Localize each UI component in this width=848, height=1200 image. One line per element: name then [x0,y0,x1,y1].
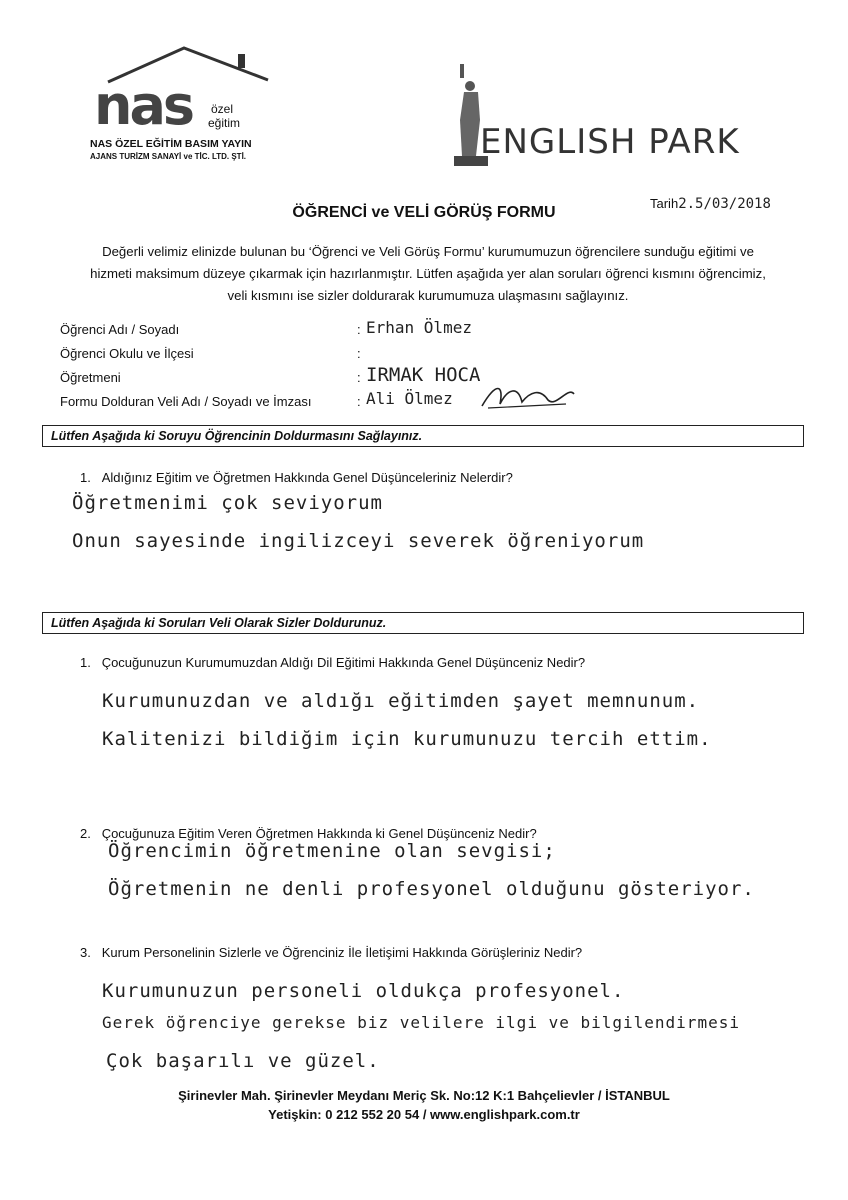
parent-question-1 [80,655,585,670]
date-label: Tarih [650,196,679,211]
parent-section-heading: Lütfen Aşağıda ki Soruları Veli Olarak Sizler Doldurunuz. [42,612,804,634]
student-section-heading: Lütfen Aşağıda ki Soruyu Öğrencinin Doldurmasını Sağlayınız. [42,425,804,447]
colon: : [357,322,361,337]
date-field[interactable] [650,196,771,212]
footer-contact: Yetişkin: 0 212 552 20 54 / www.englishpark.com.tr [268,1107,580,1122]
question-text: Kurum Personelinin Sizlerle ve Öğrenciniz İle İletişimi Hakkında Görüşleriniz Nedir? [101,945,583,960]
nas-company-line2: AJANS TURİZM SANAYİ ve TİC. LTD. ŞTİ. [90,152,247,161]
colon: : [357,370,361,385]
parent-answer-1-line[interactable]: Kalitenizi bildiğim için kurumunuzu tercih ettim. [102,728,712,750]
intro-paragraph [58,241,798,307]
english-park-wordmark: ENGLISH PARK [480,122,740,162]
english-park-logo [450,60,790,170]
parent-signature-icon [478,378,578,412]
colon: : [357,346,361,361]
question-number: 1. [80,470,91,485]
student-name-label: Öğrenci Adı / Soyadı [60,322,180,337]
question-number: 1. [80,655,91,670]
school-label: Öğrenci Okulu ve İlçesi [60,346,194,361]
parent-answer-2-line[interactable]: Öğretmenin ne denli profesyonel olduğunu gösteriyor. [108,878,755,900]
question-number: 2. [80,826,91,841]
question-number: 3. [80,945,91,960]
nas-brand-mark: nas [94,74,193,137]
student-name-value[interactable]: Erhan Ölmez [366,318,472,337]
parent-question-3 [80,945,582,960]
parent-answer-2-line[interactable]: Öğrencimin öğretmenine olan sevgisi; [108,840,556,862]
ozel-word: özel [211,102,234,116]
student-answer-line[interactable]: Öğretmenimi çok seviyorum [72,492,383,514]
nas-company-line1: NAS ÖZEL EĞİTİM BASIM YAYIN [90,138,252,150]
parent-answer-3-line[interactable]: Çok başarılı ve güzel. [106,1050,380,1072]
parent-answer-3-line[interactable]: Gerek öğrenciye gerekse biz velilere ilgi ve bilgilendirmesi [102,1013,740,1032]
parent-label: Formu Dolduran Veli Adı / Soyadı ve İmzası [60,394,312,409]
intro-line: hizmeti maksimum düzeye çıkarmak için hazırlanmıştır. Lütfen aşağıda yer alan soruları öğrenci kısmını öğrencimiz, [90,266,766,281]
teacher-label: Öğretmeni [60,370,121,385]
parent-answer-3-line[interactable]: Kurumunuzun personeli oldukça profesyonel. [102,980,625,1002]
question-text: Çocuğunuza Eğitim Veren Öğretmen Hakkında ki Genel Düşünceniz Nedir? [101,826,537,841]
parent-question-2 [80,826,537,841]
form-title: ÖĞRENCİ ve VELİ GÖRÜŞ FORMU [292,204,556,221]
question-text: Aldığınız Eğitim ve Öğretmen Hakkında Genel Düşünceleriniz Nelerdir? [101,470,513,485]
student-answer-line[interactable]: Onun sayesinde ingilizceyi severek öğreniyorum [72,530,645,552]
intro-line: veli kısmını ise sizler doldurarak kurumumuza ulaşmasını sağlayınız. [227,288,629,303]
egitim-word: eğitim [208,116,241,130]
student-question-1 [80,470,513,485]
question-text: Çocuğunuzun Kurumumuzdan Aldığı Dil Eğitimi Hakkında Genel Düşünceniz Nedir? [101,655,586,670]
colon: : [357,394,361,409]
intro-line: Değerli velimiz elinizde bulunan bu ‘Öğrenci ve Veli Görüş Formu’ kurumumuzun öğrencilere sunduğu eğitimi ve [102,244,754,259]
footer-address: Şirinevler Mah. Şirinevler Meydanı Meriç Sk. No:12 K:1 Bahçelievler / İSTANBUL [178,1088,670,1103]
teacher-value[interactable]: IRMAK HOCA [366,364,481,386]
date-value: 2.5/03/2018 [678,196,771,212]
nas-ozel-egitim-logo [88,40,278,170]
parent-value[interactable]: Ali Ölmez [366,389,453,408]
parent-answer-1-line[interactable]: Kurumunuzdan ve aldığı eğitimden şayet memnunum. [102,690,700,712]
